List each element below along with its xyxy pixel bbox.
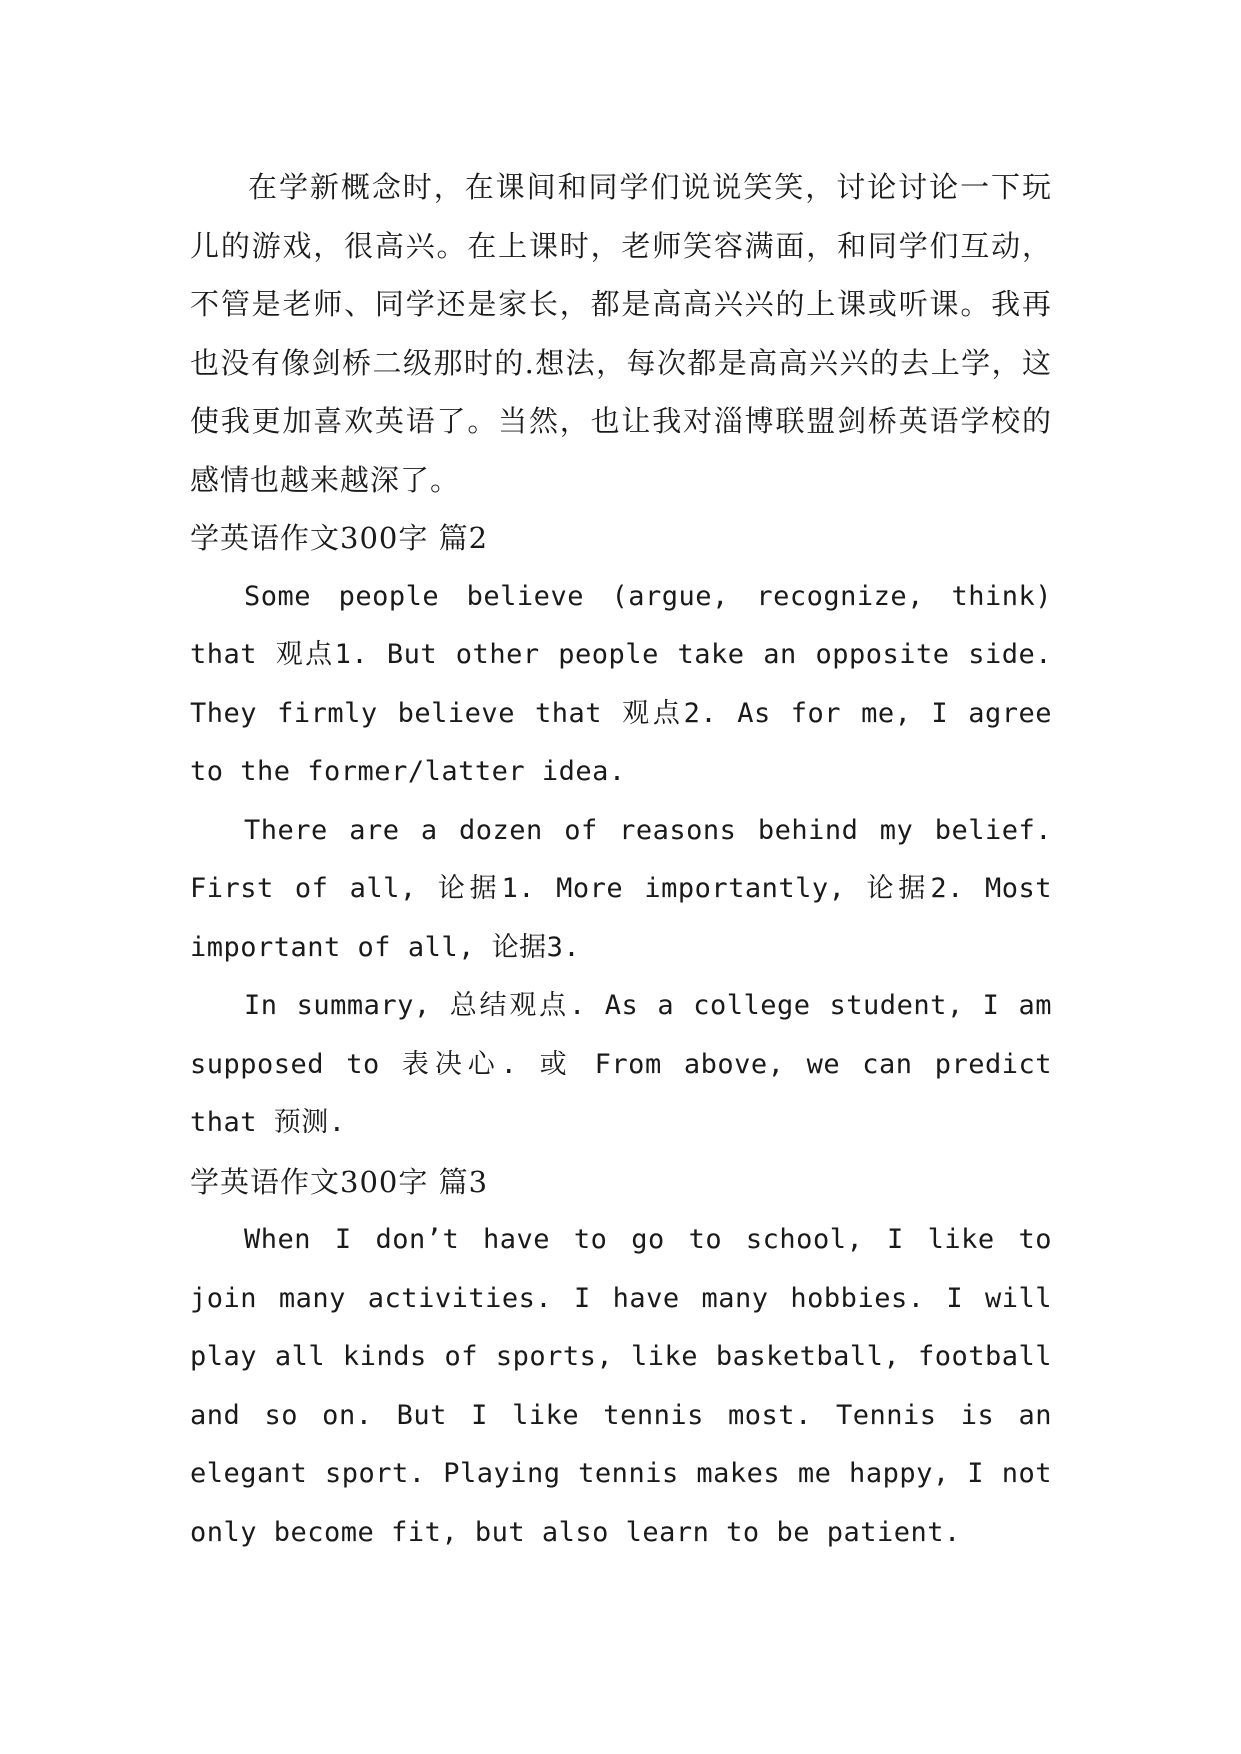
paragraph-2-1: Some people believe (argue, recognize, think) that 观点1. But other people take an opposite side. They firmly believe that 观点2. As for me, I agree to the former/latter idea. (190, 580, 1052, 787)
paragraph-2-2: There are a dozen of reasons behind my belief. First of all, 论据1. More importantly, 论据2. Most important of all, 论据3. (190, 814, 1052, 963)
section-heading-2: 学英语作文300字 篇2 (190, 521, 489, 555)
paragraph-intro: 在学新概念时，在课间和同学们说说笑笑，讨论讨论一下玩儿的游戏，很高兴。在上课时，老师笑容满面，和同学们互动，不管是老师、同学还是家长，都是高高兴兴的上课或听课。我再也没有像剑桥二级那时的.想法，每次都是高高兴兴的去上学，这使我更加喜欢英语了。当然，也让我对淄博联盟剑桥英语学校的感情也越来越深了。 (190, 170, 1052, 497)
document-page (190, 158, 1052, 1562)
section-heading-3: 学英语作文300字 篇3 (190, 1164, 489, 1199)
paragraph-2-3: In summary, 总结观点. As a college student, I am supposed to 表决心. 或 From above, we can predict that 预测. (190, 990, 1052, 1138)
paragraph-3-1: When I don’t have to go to school, I like to join many activities. I have many hobbies. I will play all kinds of sports, like basketball, football and so on. But I like tennis most. Tennis is an elegant sport. Playing tennis makes me happy, I not only become fit, but also learn to be patient. (190, 1224, 1052, 1548)
